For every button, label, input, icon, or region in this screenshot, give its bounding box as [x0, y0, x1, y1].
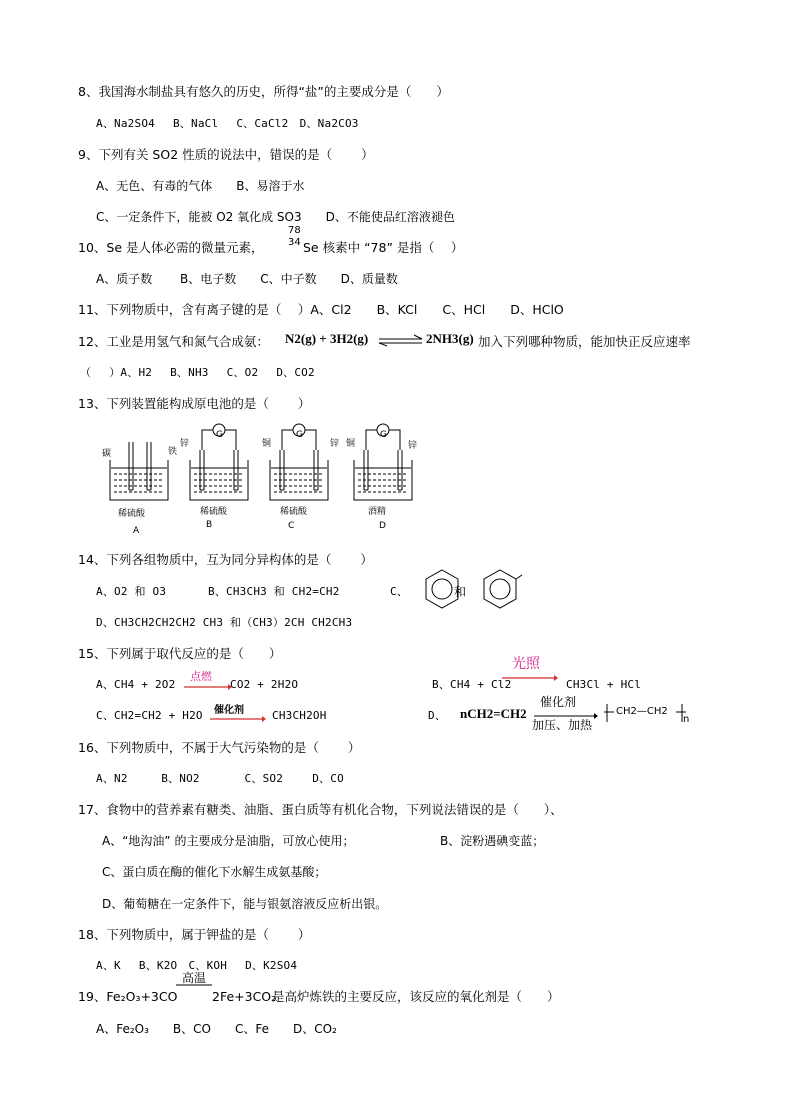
q13-stem: 13、下列装置能构成原电池的是（ ） — [78, 396, 311, 411]
q18-options: A、K B、K2O C、KOH D、K2SO4 — [96, 959, 298, 972]
device-a-beaker — [108, 438, 170, 502]
q10-options: A、质子数 B、电子数 C、中子数 D、质量数 — [96, 272, 398, 286]
q11-stem: 11、下列物质中，含有离子键的是（ ）A、Cl2 B、KCl C、HCl D、HClO — [78, 302, 564, 317]
device-d-letter: D — [379, 521, 386, 531]
q15-option-d-n: n — [683, 714, 690, 725]
q8-stem: 8、我国海水制盐具有悠久的历史，所得“盐”的主要成分是（ ） — [78, 84, 449, 99]
q15-option-a-left: A、CH4 + 2O2 — [96, 678, 176, 691]
q19-right: 2Fe+3CO₂ — [212, 989, 277, 1004]
q12-options: （ ）A、H2 B、NH3 C、O2 D、CO2 — [80, 366, 315, 379]
device-b-solution: 稀硫酸 — [200, 507, 228, 517]
q18-stem: 18、下列物质中，属于钾盐的是（ ） — [78, 927, 311, 942]
q14-option-a: A、O2 和 O3 — [96, 585, 167, 598]
q16-options: A、N2 B、NO2 C、SO2 D、CO — [96, 772, 344, 785]
q17-stem: 17、食物中的营养素有糖类、油脂、蛋白质等有机化合物，下列说法错误的是（ ）、 — [78, 802, 563, 817]
device-d-left-electrode: 铜 — [346, 439, 356, 449]
device-a-left-electrode: 碳 — [102, 449, 112, 459]
device-a-letter: A — [133, 526, 140, 536]
q15-option-b-right: CH3Cl + HCl — [566, 678, 642, 691]
device-a-solution: 稀硫酸 — [118, 509, 146, 519]
q15-option-d-condition-bottom: 加压、加热 — [532, 718, 593, 732]
q14-option-c: C、 — [390, 585, 409, 598]
q12-equation-left: N2(g) + 3H2(g) — [285, 331, 369, 346]
device-c-galvanometer: G — [296, 430, 303, 440]
device-b-left-electrode: 锌 — [180, 439, 190, 449]
equilibrium-arrow-icon — [378, 334, 424, 346]
q15-option-b-condition: 光照 — [512, 656, 540, 672]
q14-stem: 14、下列各组物质中，互为同分异构体的是（ ） — [78, 552, 373, 567]
device-c-solution: 稀硫酸 — [280, 507, 308, 517]
q19-stem-b: 是高炉炼铁的主要反应，该反应的氧化剂是（ ） — [272, 989, 560, 1004]
q15-stem: 15、下列属于取代反应的是（ ） — [78, 646, 282, 661]
q16-stem: 16、下列物质中，不属于大气污染物的是（ ） — [78, 740, 361, 755]
q19-left: 19、Fe₂O₃+3CO — [78, 989, 178, 1004]
device-b-galvanometer: G — [216, 430, 223, 440]
q10-mass-number: 78 — [288, 225, 301, 236]
q19-options: A、Fe₂O₃ B、CO C、Fe D、CO₂ — [96, 1022, 337, 1036]
q15-option-a-right: CO2 + 2H2O — [230, 678, 299, 691]
device-d-solution: 酒精 — [368, 507, 387, 517]
q15-option-a-condition: 点燃 — [190, 670, 212, 683]
q15-option-d-condition-top: 催化剂 — [540, 695, 577, 709]
device-d-galvanometer: G — [380, 430, 387, 440]
q17-option-b: B、淀粉遇碘变蓝； — [440, 834, 545, 848]
q17-option-c: C、蛋白质在酶的催化下水解生成氨基酸； — [102, 865, 327, 879]
q15-option-d-product: CH2—CH2 — [616, 706, 668, 717]
q15-option-d-reactant: nCH2=CH2 — [460, 706, 527, 721]
q9-options-cd: C、一定条件下，能被 O2 氧化成 SO3 D、不能使品红溶液褪色 — [96, 210, 455, 224]
q10-stem-a: 10、Se 是人体必需的微量元素， — [78, 240, 264, 255]
device-d-right-electrode: 锌 — [408, 441, 418, 451]
device-c-left-electrode: 铜 — [262, 439, 272, 449]
q17-option-a: A、“地沟油” 的主要成分是油脂，可放心使用； — [102, 834, 355, 848]
q15-option-c-condition: 催化剂 — [214, 705, 244, 716]
q12-equation-right: 2NH3(g) — [426, 331, 474, 346]
q12-stem-b: 加入下列哪种物质，能加快正反应速率 — [478, 334, 691, 349]
device-c-right-electrode: 锌 — [330, 439, 340, 449]
q15-option-d-label: D、 — [428, 709, 447, 722]
device-b-letter: B — [206, 520, 213, 530]
reaction-arrow-icon — [502, 674, 558, 682]
q14-option-b: B、CH3CH3 和 CH2=CH2 — [208, 585, 340, 598]
q9-stem: 9、下列有关 SO2 性质的说法中，错误的是（ ） — [78, 147, 374, 162]
device-c-letter: C — [288, 521, 295, 531]
q19-condition: 高温 — [182, 971, 207, 985]
reaction-arrow-icon — [184, 683, 232, 691]
q9-options-ab: A、无色、有毒的气体 B、易溶于水 — [96, 179, 305, 193]
q8-options: A、Na2SO4 B、NaCl C、CaCl2 D、Na2CO3 — [96, 117, 359, 130]
q17-option-d: D、葡萄糖在一定条件下，能与银氨溶液反应析出银。 — [102, 897, 388, 911]
q15-option-c-left: C、CH2=CH2 + H2O — [96, 709, 203, 722]
equals-bar-icon — [176, 984, 212, 988]
q14-option-c-and: 和 — [454, 585, 467, 599]
methylbenzene-icon — [484, 568, 526, 610]
q15-option-c-right: CH3CH2OH — [272, 709, 327, 722]
q15-option-b-left: B、CH4 + Cl2 — [432, 678, 512, 691]
q12-stem-a: 12、工业是用氢气和氮气合成氨： — [78, 334, 269, 349]
device-a-right-electrode: 铁 — [168, 447, 178, 457]
q10-stem-b: Se 核素中 “78” 是指（ ） — [303, 240, 464, 255]
battery-devices — [96, 420, 416, 540]
q10-atomic-number: 34 — [288, 237, 301, 248]
reaction-arrow-icon — [210, 715, 266, 723]
q14-option-d: D、CH3CH2CH2CH2 CH3 和（CH3）2CH CH2CH3 — [96, 616, 353, 629]
